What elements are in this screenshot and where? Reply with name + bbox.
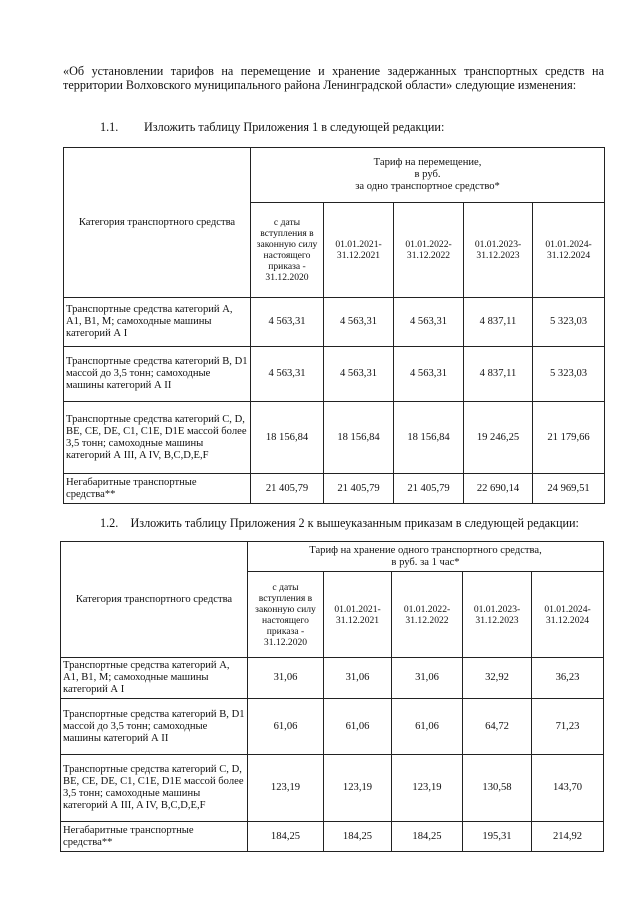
table2-header-row [61, 542, 604, 572]
table-row [61, 822, 604, 852]
table1-cell: 4 837,11 [464, 347, 533, 402]
table1-cell: 4 837,11 [464, 298, 533, 347]
table1-cell: 5 323,03 [533, 347, 605, 402]
table2-period: 01.01.2021- 31.12.2021 [324, 572, 392, 658]
table1-row-category: Негабаритные транспортные средства** [64, 474, 251, 504]
table2-cell: 184,25 [324, 822, 392, 852]
table2-cell: 61,06 [392, 699, 463, 755]
table1-cell: 21 405,79 [324, 474, 394, 504]
table2-period: 01.01.2024- 31.12.2024 [532, 572, 604, 658]
table2-row-category: Транспортные средства категорий С, D, BE, CE, DE, C1, C1E, D1E массой более 3,5 тонн; самоходные машины категорий А III, A IV, B,C,D,E,F [61, 755, 248, 822]
table2-cell: 123,19 [392, 755, 463, 822]
table1-row-category: Транспортные средства категорий А, А1, В1, М; самоходные машины категорий А I [64, 298, 251, 347]
table-row [61, 699, 604, 755]
table1-tariff-header: Тариф на перемещение, в руб. за одно транспортное средство* [251, 148, 605, 203]
table1-period: 01.01.2024- 31.12.2024 [533, 203, 605, 298]
table1-cell: 4 563,31 [394, 347, 464, 402]
table2-cell: 32,92 [463, 658, 532, 699]
table1-cell: 21 179,66 [533, 402, 605, 474]
table1-period: 01.01.2023- 31.12.2023 [464, 203, 533, 298]
tariff-table-storage [60, 541, 604, 852]
table1-cell: 4 563,31 [324, 298, 394, 347]
table1-header-row [64, 148, 605, 203]
table2-cell: 143,70 [532, 755, 604, 822]
table-row [64, 347, 605, 402]
table2-category-header: Категория транспортного средства [61, 542, 248, 658]
table1-period: с даты вступления в законную силу настоящего приказа - 31.12.2020 [251, 203, 324, 298]
table1-category-header: Категория транспортного средства [64, 148, 251, 298]
table2-row-category: Транспортные средства категорий В, D1 массой до 3,5 тонн; самоходные машины категорий А II [61, 699, 248, 755]
table1-cell: 18 156,84 [251, 402, 324, 474]
table-row [64, 402, 605, 474]
item-1-1-number: 1.1. [100, 120, 119, 134]
table2-period: с даты вступления в законную силу настоящего приказа - 31.12.2020 [248, 572, 324, 658]
table1-period: 01.01.2021- 31.12.2021 [324, 203, 394, 298]
table2-cell: 64,72 [463, 699, 532, 755]
table1-cell: 4 563,31 [394, 298, 464, 347]
table2-cell: 61,06 [324, 699, 392, 755]
table1-cell: 21 405,79 [394, 474, 464, 504]
table2-cell: 184,25 [392, 822, 463, 852]
table2-cell: 130,58 [463, 755, 532, 822]
tariff-table-transport [63, 147, 605, 504]
table2-cell: 71,23 [532, 699, 604, 755]
table2-cell: 31,06 [324, 658, 392, 699]
table2-tariff-header: Тариф на хранение одного транспортного средства, в руб. за 1 час* [248, 542, 604, 572]
table2-cell: 123,19 [248, 755, 324, 822]
table1-cell: 5 323,03 [533, 298, 605, 347]
item-1-2-text: Изложить таблицу Приложения 2 к вышеуказанным приказам в следующей редакции: [130, 516, 579, 530]
table1-period: 01.01.2022- 31.12.2022 [394, 203, 464, 298]
table2-row-category: Негабаритные транспортные средства** [61, 822, 248, 852]
table-row [61, 755, 604, 822]
table1-cell: 24 969,51 [533, 474, 605, 504]
intro-paragraph: «Об установлении тарифов на перемещение и хранение задержанных транспортных средств на территории Волховского муниципального района Ленинградской области» следующие изменения: [63, 64, 604, 92]
table1-cell: 21 405,79 [251, 474, 324, 504]
table1-cell: 18 156,84 [394, 402, 464, 474]
table1-cell: 4 563,31 [324, 347, 394, 402]
table2-period: 01.01.2022- 31.12.2022 [392, 572, 463, 658]
table-row [61, 658, 604, 699]
table2-cell: 31,06 [392, 658, 463, 699]
table2-cell: 123,19 [324, 755, 392, 822]
item-1-1 [100, 120, 444, 134]
item-1-2 [63, 516, 604, 530]
table-row [64, 474, 605, 504]
table2-cell: 31,06 [248, 658, 324, 699]
table2-cell: 184,25 [248, 822, 324, 852]
table1-cell: 22 690,14 [464, 474, 533, 504]
table2-period: 01.01.2023- 31.12.2023 [463, 572, 532, 658]
table1-cell: 18 156,84 [324, 402, 394, 474]
table1-cell: 4 563,31 [251, 298, 324, 347]
table1-cell: 4 563,31 [251, 347, 324, 402]
table2-cell: 61,06 [248, 699, 324, 755]
table2-row-category: Транспортные средства категорий А, А1, В1, М; самоходные машины категорий А I [61, 658, 248, 699]
table1-row-category: Транспортные средства категорий С, D, BE, CE, DE, C1, C1E, D1E массой более 3,5 тонн; самоходные машины категорий А III, A IV, B,C,D,E,F [64, 402, 251, 474]
table1-cell: 19 246,25 [464, 402, 533, 474]
table2-cell: 195,31 [463, 822, 532, 852]
table1-row-category: Транспортные средства категорий В, D1 массой до 3,5 тонн; самоходные машины категорий А II [64, 347, 251, 402]
item-1-1-text: Изложить таблицу Приложения 1 в следующей редакции: [144, 120, 445, 134]
item-1-2-number: 1.2. [100, 516, 119, 530]
table2-cell: 214,92 [532, 822, 604, 852]
table-row [64, 298, 605, 347]
table2-cell: 36,23 [532, 658, 604, 699]
